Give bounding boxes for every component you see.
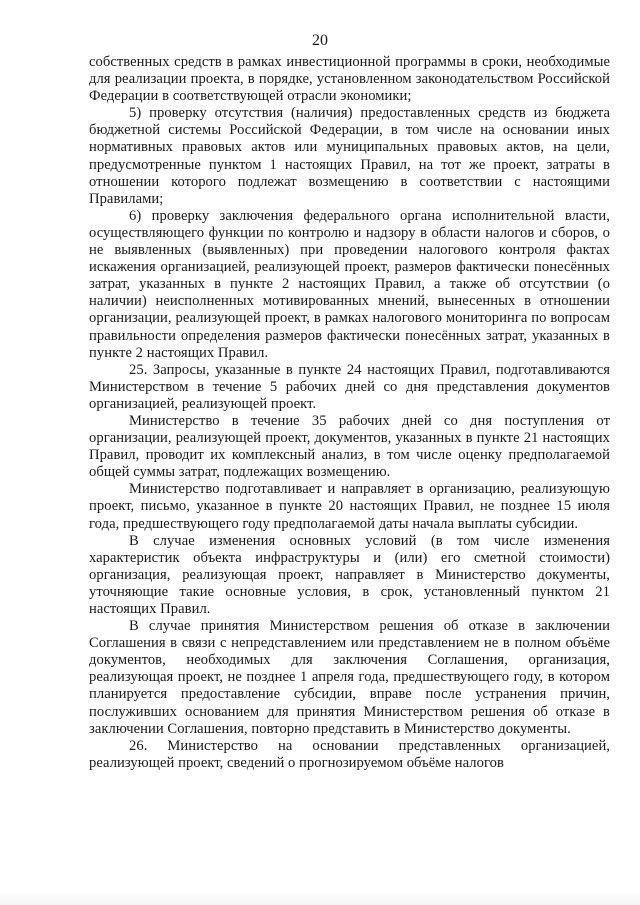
paragraph-refusal-resubmission: В случае принятия Министерством решения об отказе в заключении Соглашения в связи с непредставлением или представлением не в полном объёме документов, необходимых для заключения Соглашения, организация, реализующая проект, не позднее 1 апреля года, предшествующего году, в котором планируется предоставление субсидии, вправе после устранения причин, послуживших основанием для принятия Министерством решения об отказе в заключении Соглашения, повторно представить в Министерство документы. (89, 618, 610, 737)
paragraph-item-5: 5) проверку отсутствия (наличия) предоставленных средств из бюджета бюджетной системы Российской Федерации, в том числе на основании иных нормативных правовых актов или муниципальных правовых актов, на цели, предусмотренные пунктом 1 настоящих Правил, на тот же проект, затраты в отношении которого подлежат возмещению в соответствии с настоящими Правилами; (89, 105, 610, 207)
page-bottom-edge (0, 891, 640, 905)
paragraph-item-6: 6) проверку заключения федерального органа исполнительной власти, осуществляющего функции по контролю и надзору в области налогов и сборов, о не выявленных (выявленных) при проведении налогового контроля фактах искажения организацией, реализующей проект, размеров фактически понесённых затрат, указанных в пункте 2 настоящих Правил, а также об отсутствии (о наличии) неисполненных мотивированных мнений, вынесенных в отношении организации, реализующей проект, в рамках налогового мониторинга по вопросам правильности определения размеров фактически понесённых затрат, указанных в пункте 2 настоящих Правил. (89, 207, 610, 361)
paragraph-continuation: собственных средств в рамках инвестиционной программы в сроки, необходимые для реализации проекта, в порядке, установленном законодательством Российской Федерации в соответствующей отрасли экономики; (89, 54, 610, 105)
document-body (89, 54, 610, 772)
paragraph-analysis-period: Министерство в течение 35 рабочих дней со дня поступления от организации, реализующей проект, документов, указанных в пункте 21 настоящих Правил, проводит их комплексный анализ, в том числе оценку предполагаемой общей суммы затрат, подлежащих возмещению. (89, 412, 610, 481)
paragraph-letter-deadline: Министерство подготавливает и направляет в организацию, реализующую проект, письмо, указанное в пункте 20 настоящих Правил, не позднее 15 июля года, предшествующего году предполагаемой даты начала выплаты субсидии. (89, 481, 610, 532)
paragraph-clause-25: 25. Запросы, указанные в пункте 24 настоящих Правил, подготавливаются Министерством в течение 5 рабочих дней со дня представления документов организацией, реализующей проект. (89, 361, 610, 412)
page-number: 20 (312, 32, 328, 49)
paragraph-clause-26: 26. Министерство на основании представленных организацией, реализующей проект, сведений о прогнозируемом объёме налогов (89, 737, 610, 771)
paragraph-conditions-change: В случае изменения основных условий (в том числе изменения характеристик объекта инфраструктуры и (или) его сметной стоимости) организация, реализующая проект, направляет в Министерство документы, уточняющие такие основные условия, в срок, установленный пунктом 21 настоящих Правил. (89, 532, 610, 617)
